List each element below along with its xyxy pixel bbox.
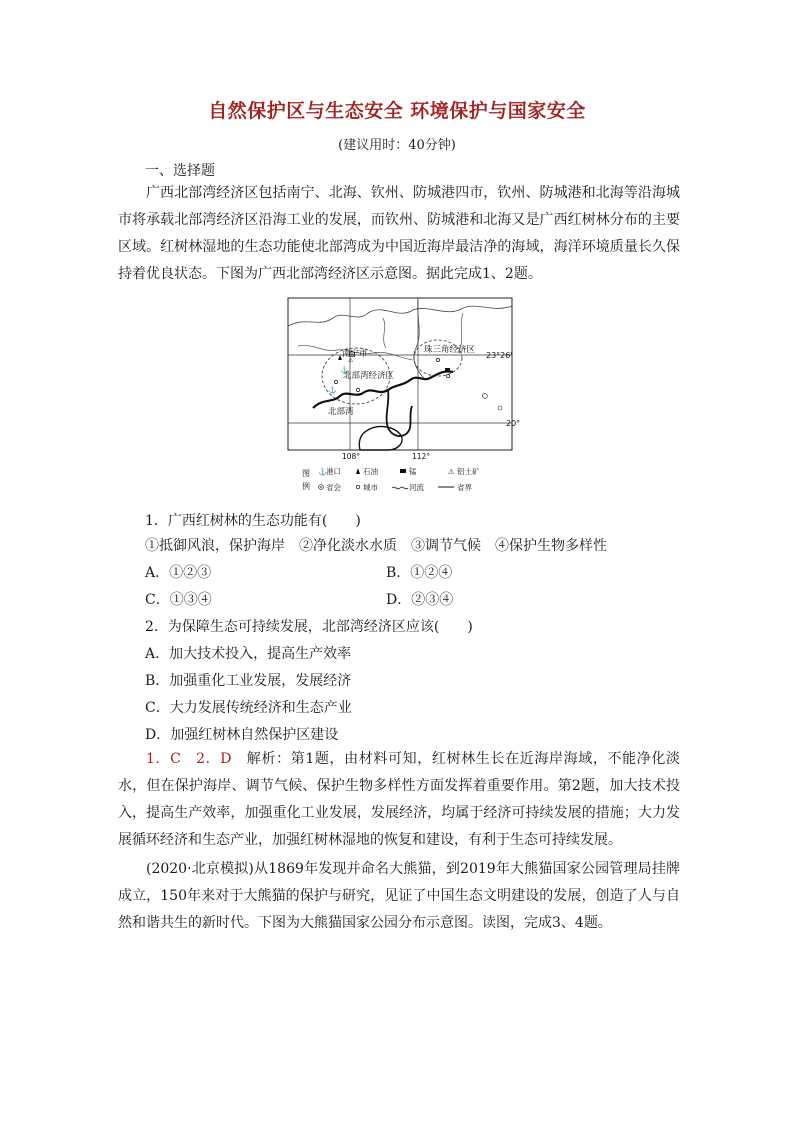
manganese-symbol: [445, 368, 450, 371]
q1-option-c[interactable]: C．①③④: [145, 592, 212, 608]
time-hint: (建议用时：40分钟): [338, 138, 456, 153]
legend-manganese-label: 锰: [409, 467, 417, 476]
legend-river-icon: [392, 487, 408, 489]
legend-bauxite-icon: ⚠: [448, 468, 455, 476]
answer-paragraph: [118, 746, 680, 854]
legend-river-label: 河流: [409, 483, 424, 492]
legend-head-2: 例: [302, 482, 310, 491]
section-heading: 一、选择题: [145, 163, 215, 179]
q1-items: ①抵御风浪，保护海岸 ②净化淡水水质 ③调节气候 ④保护生物多样性: [145, 538, 607, 554]
legend-capital-dot: [320, 486, 322, 488]
label-lat-20: 20°: [506, 419, 521, 428]
label-economic-zone: 北部湾经济区: [343, 371, 395, 381]
legend-city-label: 城市: [363, 483, 378, 492]
label-beibu-gulf: 北部湾: [328, 407, 354, 417]
label-lat-2326: 23°26': [486, 351, 513, 360]
q2-option-a[interactable]: A．加大技术投入，提高生产效率: [145, 646, 352, 662]
port-symbol: ⚓: [340, 366, 349, 374]
q1-stem: 1．广西红树林的生态功能有( ): [145, 513, 361, 529]
label-nanning: 南宁市: [342, 349, 368, 359]
answer-key: 1．C 2．D: [146, 751, 232, 767]
bauxite-symbol: ⚠: [348, 357, 354, 364]
q2-option-d[interactable]: D．加强红树林自然保护区建设: [145, 727, 339, 743]
label-prd: 珠三角经济区: [424, 345, 476, 355]
legend-head-1: 图: [302, 469, 310, 478]
legend-oil-icon: [356, 468, 360, 474]
label-lon-108: 108°: [342, 452, 361, 461]
q1-option-d[interactable]: D．②③④: [386, 592, 454, 608]
legend-manganese-icon: [400, 469, 406, 473]
q1-option-a[interactable]: A．①②③: [145, 565, 212, 581]
legend-capital-label: 省会: [326, 483, 341, 492]
label-lon-112: 112°: [412, 452, 431, 461]
answer-explanation: 解析：第1题，由材料可知，红树林生长在近海岸海域，不能净化淡水，但在保护海岸、调节气候、保护生物多样性方面发挥着重要作用。第2题，加大技术投入，提高生产效率，加强重化工业发展，发展经济，均属于经济可持续发展的措施；大力发展循环经济和生态产业，加强红树林湿地的恢复和建设，有利于生态可持续发展。: [118, 751, 680, 848]
legend-border-label: 省界: [457, 483, 472, 492]
q2-option-c[interactable]: C．大力发展传统经济和生态产业: [145, 700, 352, 716]
intro-paragraph-1: 广西北部湾经济区包括南宁、北海、钦州、防城港四市，钦州、防城港和北海等沿海城市将承载北部湾经济区沿海工业的发展，而钦州、防城港和北海又是广西红树林分布的主要区域。红树林湿地的生态功能使北部湾成为中国近海岸最洁净的海域，海洋环境质量长久保持着优良状态。下图为广西北部湾经济区示意图。据此完成1、2题。: [118, 185, 680, 282]
page-title: 自然保护区与生态安全 环境保护与国家安全: [208, 100, 586, 122]
port-symbol: ⚓: [328, 386, 337, 394]
beibu-gulf-map: [288, 298, 521, 498]
q2-stem: 2．为保障生态可持续发展，北部湾经济区应该( ): [145, 619, 473, 635]
intro-paragraph-2: (2020·北京模拟)从1869年发现并命名大熊猫，到2019年大熊猫国家公园管理局挂牌成立，150年来对于大熊猫的保护与研究，见证了中国生态文明建设的发展，创造了人与自然和谐共生的新时代。下图为大熊猫国家公园分布示意图。读图，完成3、4题。: [118, 861, 680, 931]
q2-option-b[interactable]: B．加强重化工业发展，发展经济: [145, 673, 352, 689]
legend-city-icon: [356, 485, 359, 488]
q1-option-b[interactable]: B．①②④: [386, 565, 453, 581]
legend-bauxite-label: 铝土矿: [457, 467, 480, 476]
legend-oil-label: 石油: [363, 467, 378, 476]
legend-port-label: 港口: [326, 467, 341, 476]
legend-port-icon: ⚓: [318, 468, 327, 476]
map-frame: [288, 298, 512, 450]
